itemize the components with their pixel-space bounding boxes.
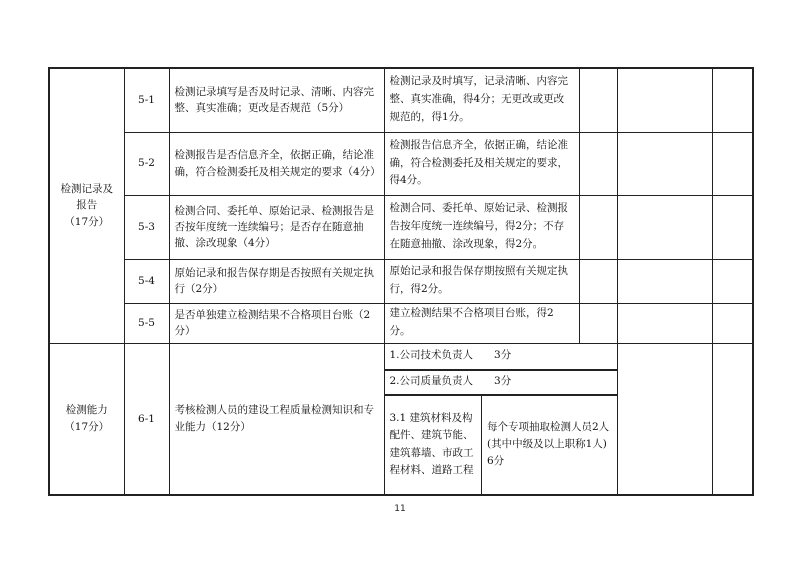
sub-criterion: 1.公司技术负责人 3分 [385,344,617,370]
blank-cell [712,132,753,195]
blank-cell [712,343,753,495]
table-row [49,303,753,343]
item-content: 检测合同、委托单、原始记录、检测报告是否按年度统一连续编号；是否存在随意抽撤、涂改现象（4分） [169,195,384,259]
sub-criterion-scope: 3.1 建筑材料及构配件、建筑节能、建筑幕墙、市政工程材料、道路工程 [385,395,482,495]
blank-cell [617,303,712,343]
blank-cell [579,68,617,132]
category-line: 报告 [76,199,98,212]
blank-cell [712,68,753,132]
blank-cell [617,343,712,495]
blank-cell [712,259,753,303]
scoring-criteria: 原始记录和报告保存期按照有关规定执行，得2分。 [384,259,579,303]
scoring-criteria: 检测合同、委托单、原始记录、检测报告按年度统一连续编号，得2分；不存在随意抽撤、涂改现象，得2分。 [384,195,579,259]
blank-cell [712,303,753,343]
category-cell-ability [49,343,124,495]
table-row [49,68,753,132]
item-content: 检测记录填写是否及时记录、清晰、内容完整、真实准确；更改是否规范（5分） [169,68,384,132]
item-number: 5-2 [124,132,169,195]
table-row [49,195,753,259]
category-cell-records [49,68,124,343]
item-content: 检测报告是否信息齐全，依据正确，结论准确，符合检测委托及相关规定的要求（4分） [169,132,384,195]
blank-cell [579,132,617,195]
item-content: 考核检测人员的建设工程质量检测知识和专业能力（12分） [169,343,384,495]
sub-criteria-cell [384,343,628,495]
sub-criteria-table [385,344,628,495]
assessment-table [48,67,754,496]
scoring-criteria: 检测报告信息齐全，依据正确，结论准确，符合检测委托及相关规定的要求，得4分。 [384,132,579,195]
blank-cell [712,195,753,259]
category-line: 检测能力 [65,403,108,416]
blank-cell [579,259,617,303]
category-line: （17分） [64,216,110,229]
blank-cell [617,68,712,132]
blank-cell [579,195,617,259]
item-number: 6-1 [124,343,169,495]
blank-cell [617,195,712,259]
item-content: 原始记录和报告保存期是否按照有关规定执行（2分） [169,259,384,303]
page-number: 11 [394,504,406,514]
item-number: 5-5 [124,303,169,343]
table-row [49,259,753,303]
scoring-criteria: 检测记录及时填写，记录清晰、内容完整、真实准确，得4分；无更改或更改规范的，得1分。 [384,68,579,132]
sub-criterion: 2.公司质量负责人 3分 [385,370,617,395]
table-row [49,343,753,495]
sub-criterion-score: 每个专项抽取检测人员2人(其中中级及以上职称1人) 6分 [482,395,617,495]
blank-cell [617,132,712,195]
item-number: 5-1 [124,68,169,132]
category-line: （17分） [64,420,110,433]
category-line: 检测记录及 [60,182,113,195]
scoring-criteria: 建立检测结果不合格项目台账，得2分。 [384,303,579,343]
item-number: 5-3 [124,195,169,259]
item-content: 是否单独建立检测结果不合格项目台账（2分） [169,303,384,343]
blank-cell [579,303,617,343]
blank-cell [617,259,712,303]
table-row [49,132,753,195]
item-number: 5-4 [124,259,169,303]
